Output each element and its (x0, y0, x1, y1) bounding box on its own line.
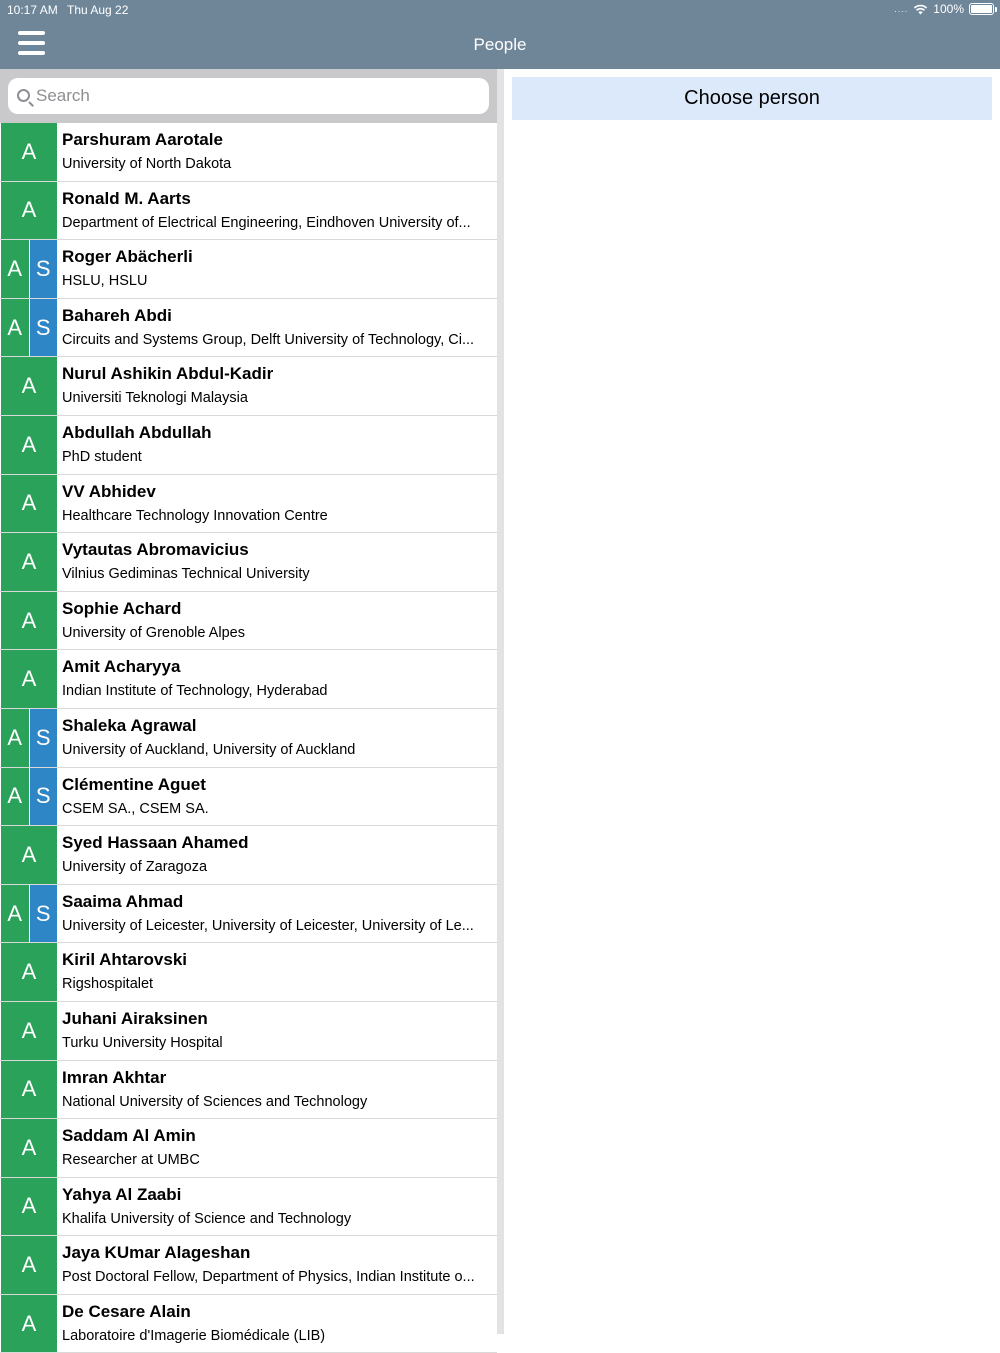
role-badge-a: A (0, 709, 29, 767)
role-badges (0, 650, 57, 708)
wifi-icon (913, 4, 928, 15)
person-affiliation: Vilnius Gediminas Technical University (62, 566, 310, 583)
search-field[interactable] (8, 78, 489, 114)
person-name: Abdullah Abdullah (62, 422, 212, 442)
status-right (894, 2, 994, 16)
list-item-text (57, 826, 490, 884)
role-badges (0, 1295, 57, 1353)
role-badges (0, 357, 57, 415)
list-item-text (57, 475, 490, 533)
role-badge-a: A (0, 826, 57, 884)
list-item[interactable] (0, 1061, 497, 1120)
people-list (0, 123, 497, 1353)
role-badges (0, 943, 57, 1001)
list-item[interactable] (0, 1119, 497, 1178)
person-affiliation: Rigshospitalet (62, 976, 154, 993)
list-item-text (57, 1061, 490, 1119)
list-item-text (57, 123, 490, 181)
role-badges (0, 182, 57, 240)
role-badge-a: A (0, 1119, 57, 1177)
list-item-text (57, 943, 490, 1001)
navigation-bar (0, 0, 1000, 69)
list-item[interactable] (0, 1295, 497, 1353)
role-badges (0, 592, 57, 650)
list-item[interactable] (0, 1178, 497, 1237)
person-name: Parshuram Aarotale (62, 130, 223, 149)
role-badge-s: S (29, 709, 58, 767)
list-item[interactable] (0, 299, 497, 358)
person-name: Sophie Achard (62, 598, 182, 618)
person-affiliation: Khalifa University of Science and Technology (62, 1210, 352, 1227)
role-badges (0, 533, 57, 591)
person-affiliation: Indian Institute of Technology, Hyderabad (62, 683, 328, 700)
role-badge-a: A (0, 416, 57, 474)
list-item-text (57, 768, 490, 826)
search-bar (0, 69, 497, 123)
role-badge-a: A (0, 592, 57, 650)
person-name: Yahya Al Zaabi (62, 1184, 182, 1204)
person-name: Kiril Ahtarovski (62, 950, 188, 970)
list-item[interactable] (0, 592, 497, 651)
person-affiliation: Universiti Teknologi Malaysia (62, 390, 248, 407)
person-affiliation: Turku University Hospital (62, 1034, 223, 1051)
role-badge-a: A (0, 1178, 57, 1236)
role-badge-a: A (0, 768, 29, 826)
list-item[interactable] (0, 475, 497, 534)
list-item-text (57, 1002, 490, 1060)
role-badge-a: A (0, 1061, 57, 1119)
role-badge-s: S (29, 299, 58, 357)
person-affiliation: University of North Dakota (62, 156, 232, 172)
person-name: Ronald M. Aarts (62, 188, 191, 208)
role-badges (0, 416, 57, 474)
person-affiliation: Researcher at UMBC (62, 1152, 200, 1169)
person-name: Saaima Ahmad (62, 891, 184, 911)
list-item-text (57, 650, 490, 708)
person-name: Nurul Ashikin Abdul-Kadir (62, 364, 274, 384)
list-item[interactable] (0, 240, 497, 299)
detail-pane (504, 69, 1000, 1334)
role-badge-a: A (0, 1236, 57, 1294)
person-affiliation: CSEM SA., CSEM SA. (62, 800, 209, 817)
person-name: Roger Abächerli (62, 247, 193, 267)
split-divider[interactable] (497, 69, 504, 1334)
person-name: De Cesare Alain (62, 1301, 191, 1321)
list-item-text (57, 1178, 490, 1236)
role-badge-a: A (0, 1295, 57, 1353)
list-item[interactable] (0, 1236, 497, 1295)
person-name: Jaya KUmar Alageshan (62, 1243, 251, 1263)
list-item[interactable] (0, 885, 497, 944)
person-affiliation: University of Grenoble Alpes (62, 624, 245, 641)
person-affiliation: Healthcare Technology Innovation Centre (62, 507, 328, 524)
person-name: Juhani Airaksinen (62, 1008, 208, 1028)
list-item-text (57, 240, 490, 298)
role-badges (0, 1178, 57, 1236)
person-affiliation: University of Zaragoza (62, 859, 208, 876)
person-name: Vytautas Abromavicius (62, 540, 249, 560)
role-badge-a: A (0, 299, 29, 357)
signal-dots: .... (894, 4, 909, 14)
list-item-text (57, 299, 490, 357)
list-item[interactable] (0, 123, 497, 182)
list-item-text (57, 1119, 490, 1177)
person-affiliation: Circuits and Systems Group, Delft University of Technology, Ci... (62, 331, 475, 348)
role-badges (0, 768, 57, 826)
role-badge-a: A (0, 182, 57, 240)
list-item-text (57, 592, 490, 650)
person-name: Saddam Al Amin (62, 1126, 196, 1146)
page-title: People (473, 35, 527, 54)
people-list-pane (0, 69, 497, 1344)
role-badges (0, 709, 57, 767)
person-affiliation: University of Leicester, University of Leicester, University of Le... (62, 917, 474, 934)
list-item[interactable] (0, 1002, 497, 1061)
role-badge-s: S (29, 768, 58, 826)
status-time: 10:17 AM (7, 3, 58, 17)
status-date: Thu Aug 22 (67, 3, 129, 17)
role-badge-s: S (29, 885, 58, 943)
role-badge-a: A (0, 885, 29, 943)
role-badges (0, 1061, 57, 1119)
role-badge-a: A (0, 650, 57, 708)
role-badges (0, 299, 57, 357)
list-item-text (57, 533, 490, 591)
person-name: Imran Akhtar (62, 1067, 167, 1087)
person-name: Clémentine Aguet (62, 774, 206, 794)
person-affiliation: Post Doctoral Fellow, Department of Physics, Indian Institute o... (62, 1269, 475, 1286)
list-item[interactable] (0, 709, 497, 768)
role-badges (0, 240, 57, 298)
role-badge-a: A (0, 475, 57, 533)
list-item[interactable] (0, 826, 497, 885)
list-item[interactable] (0, 416, 497, 475)
list-item-text (57, 709, 490, 767)
role-badge-s: S (29, 240, 58, 298)
role-badges (0, 123, 57, 181)
role-badge-a: A (0, 1002, 57, 1060)
role-badge-a: A (0, 240, 29, 298)
role-badge-a: A (0, 123, 57, 181)
list-item[interactable] (0, 943, 497, 1002)
battery-percent: 100% (933, 2, 964, 16)
status-bar (0, 0, 1000, 20)
list-item-text (57, 1295, 490, 1353)
list-item[interactable] (0, 357, 497, 416)
person-affiliation: University of Auckland, University of Auckland (62, 741, 356, 758)
list-item-text (57, 416, 490, 474)
person-name: VV Abhidev (62, 481, 156, 501)
person-name: Amit Acharyya (62, 657, 181, 677)
list-item-text (57, 182, 490, 240)
choose-person-label: Choose person (512, 77, 992, 120)
person-name: Shaleka Agrawal (62, 715, 197, 735)
role-badge-a: A (0, 943, 57, 1001)
person-affiliation: PhD student (62, 448, 142, 465)
person-name: Bahareh Abdi (62, 305, 172, 325)
list-item[interactable] (0, 768, 497, 827)
list-item-text (57, 357, 490, 415)
search-input[interactable] (36, 78, 476, 114)
person-affiliation: Laboratoire d'Imagerie Biomédicale (LIB) (62, 1327, 326, 1344)
list-item[interactable] (0, 533, 497, 592)
role-badge-a: A (0, 533, 57, 591)
role-badges (0, 885, 57, 943)
battery-icon (969, 3, 994, 15)
person-affiliation: Department of Electrical Engineering, Eindhoven University of... (62, 214, 471, 231)
list-item-text (57, 1236, 490, 1294)
list-item-text (57, 885, 490, 943)
role-badges (0, 826, 57, 884)
role-badge-a: A (0, 357, 57, 415)
person-name: Syed Hassaan Ahamed (62, 833, 249, 853)
list-item[interactable] (0, 182, 497, 241)
role-badges (0, 1236, 57, 1294)
role-badges (0, 475, 57, 533)
list-item[interactable] (0, 650, 497, 709)
person-affiliation: HSLU, HSLU (62, 273, 148, 290)
search-icon (17, 89, 30, 102)
role-badges (0, 1002, 57, 1060)
role-badges (0, 1119, 57, 1177)
person-affiliation: National University of Sciences and Technology (62, 1093, 368, 1110)
